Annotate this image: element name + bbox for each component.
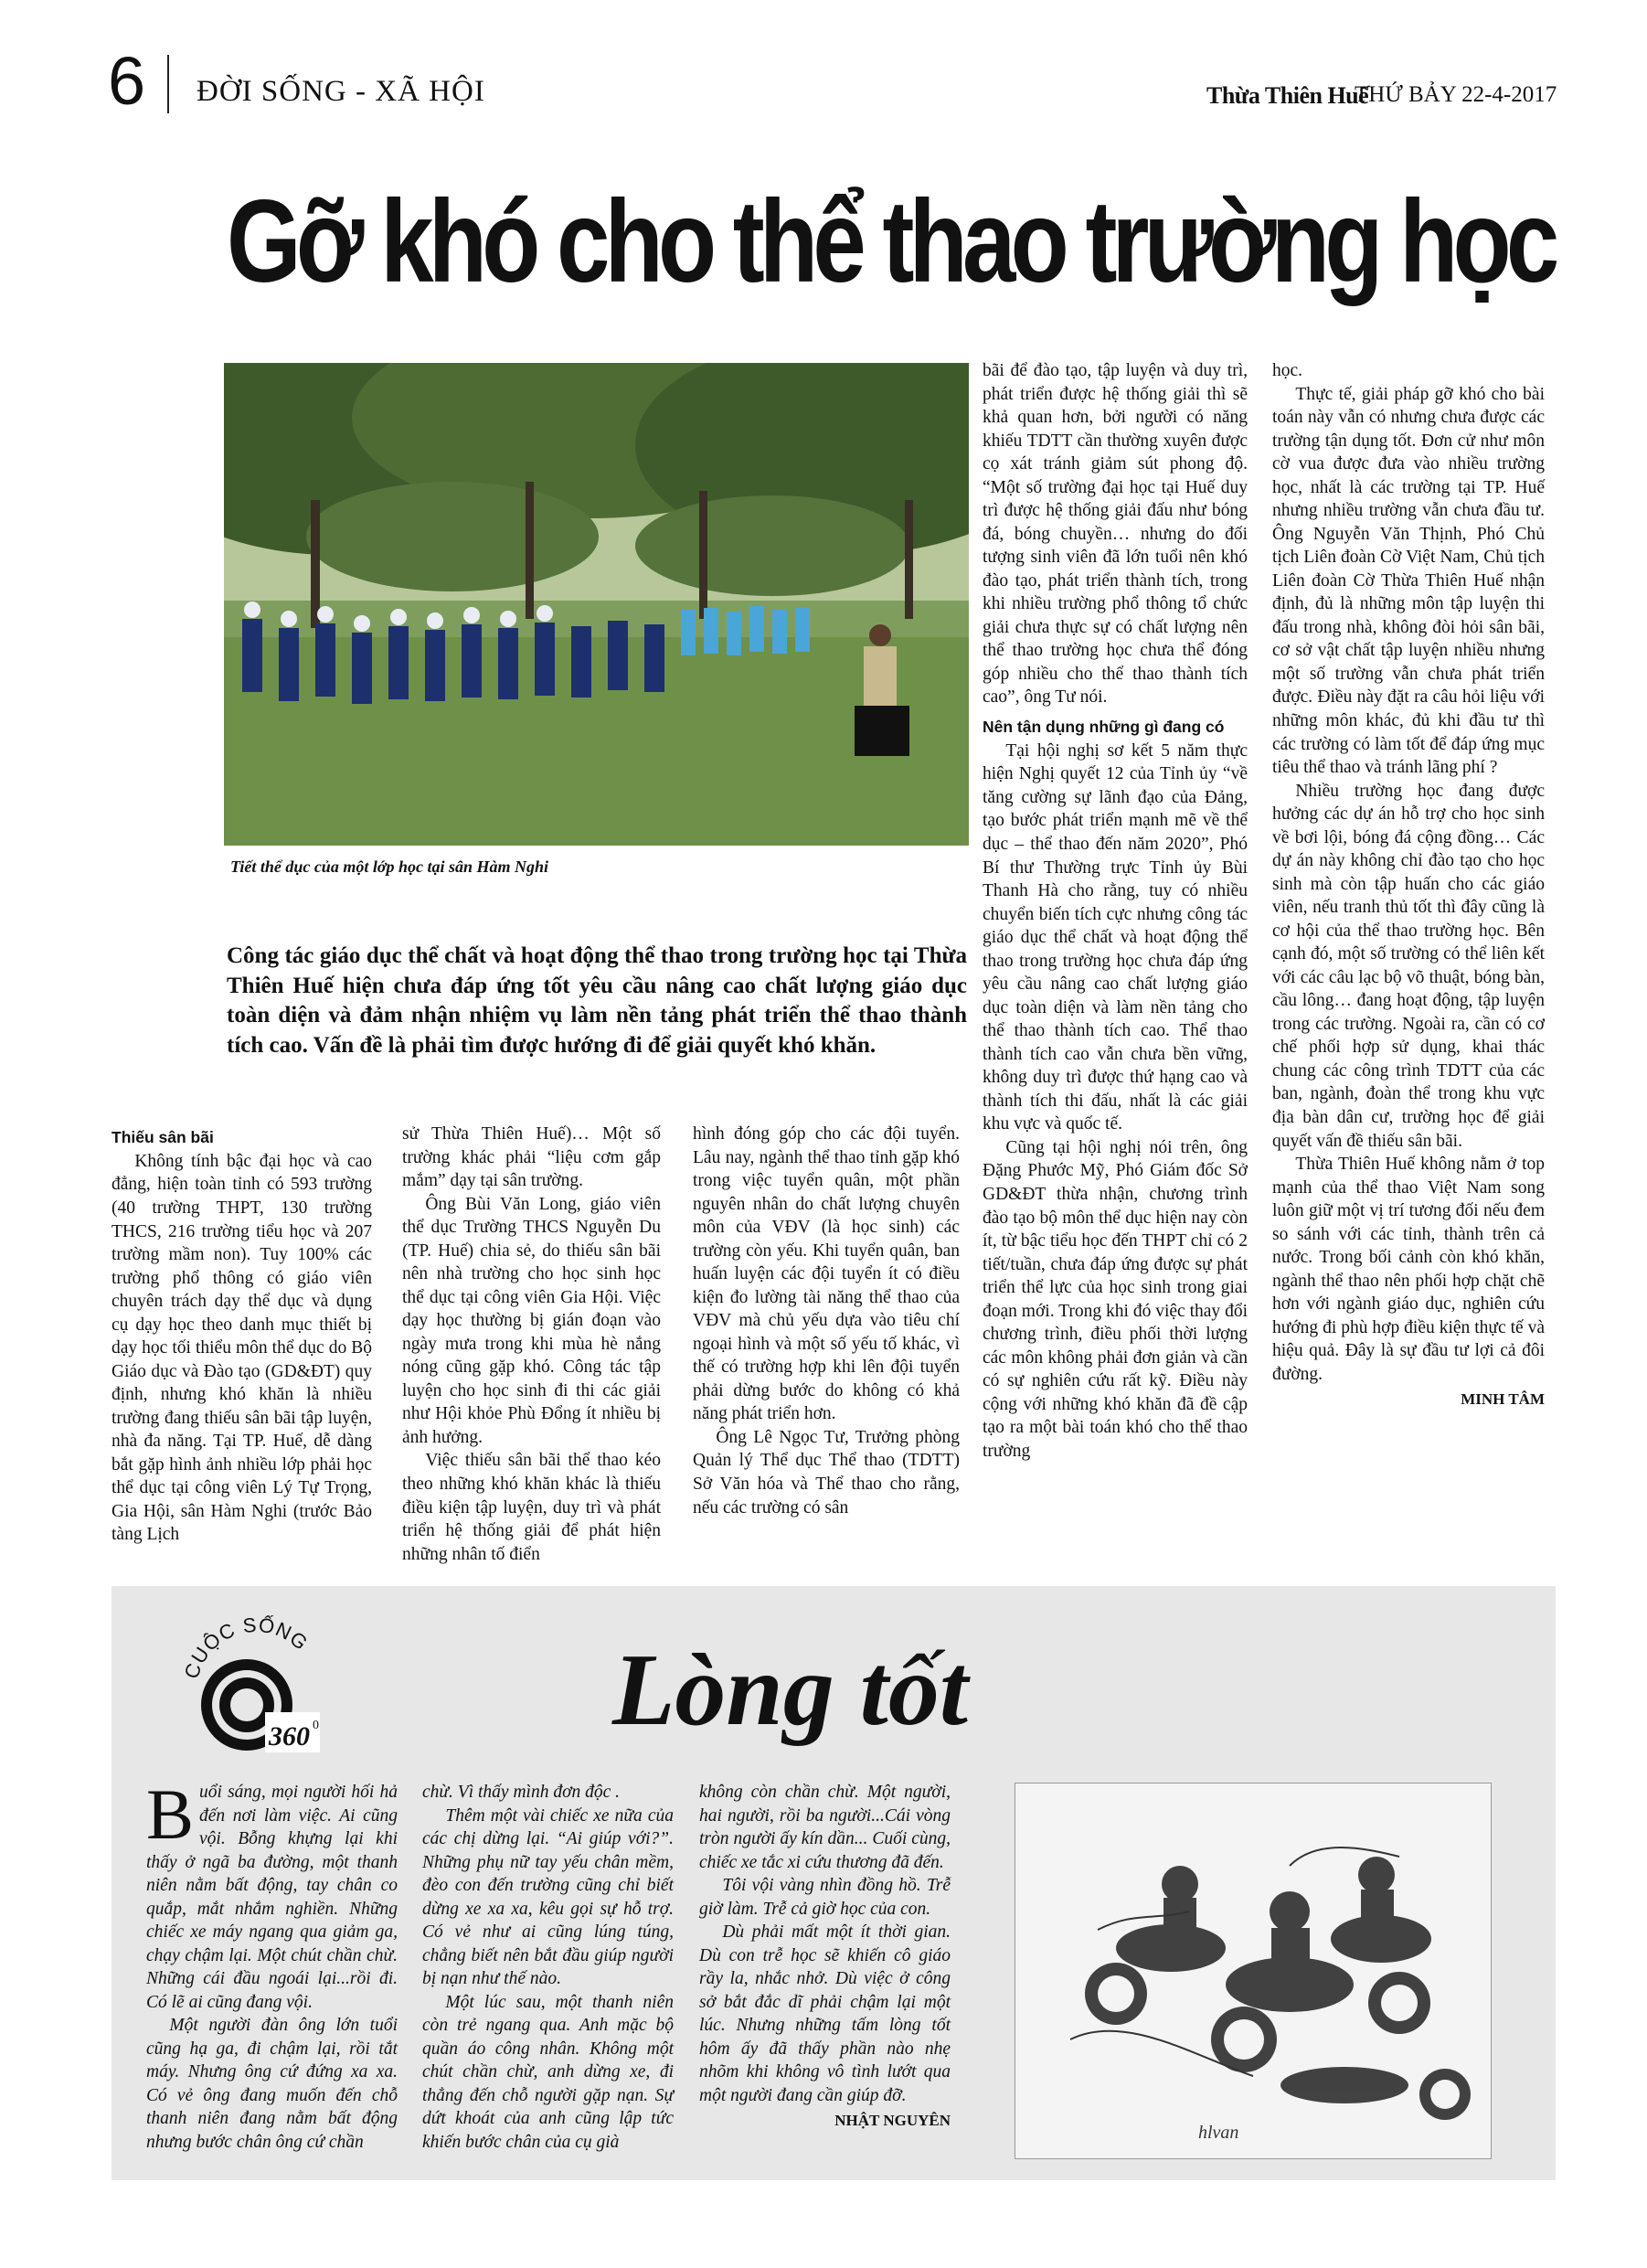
article-column-1 bbox=[112, 1127, 372, 1547]
cuoc-song-360-logo bbox=[174, 1604, 338, 1760]
paragraph: bãi để đào tạo, tập luyện và duy trì, phát triển được hệ thống giải thì sẽ khả quan hơn, bởi người có năng khiếu TDTT cần thường xuyên được cọ xát tránh giảm sút phong độ. “Một số trường đại học tại Huế duy trì được hệ thống giải đấu như bóng đá, bóng chuyền… nhưng do đối tượng sinh viên đã lớn tuổi nên khó đào tạo, phát triển thành tích, trong khi nhiều trường phổ thông tổ chức giải chưa thực sự có chất lượng nên thể thao trường học chưa thể đóng góp nhiều cho thể thao thành tích cao”, ông Tư nói. bbox=[983, 361, 1248, 708]
article-column-5 bbox=[1272, 359, 1545, 1411]
paragraph: không còn chần chừ. Một người, hai người, rồi ba người...Cái vòng tròn người ấy kín dần... Cuối cùng, chiếc xe tắc xi cứu thương đã đến. bbox=[699, 1783, 951, 1872]
paragraph: Ông Bùi Văn Long, giáo viên thể dục Trường THCS Nguyễn Du (TP. Huế) chia sẻ, do thiếu sân bãi nên nhà trường cho học sinh học thể dục tại công viên Gia Hội. Việc dạy học thường bị gián đoạn vào ngày mưa trong khi mùa hè nắng nóng cũng gặp khó. Công tác tập luyện cho học sinh đi thi các giải như Hội khỏe Phù Đổng ít nhiều bị ảnh hưởng. bbox=[402, 1194, 661, 1447]
feature-title: Lòng tốt bbox=[612, 1634, 968, 1747]
article-photo bbox=[224, 363, 969, 846]
lead-paragraph: Công tác giáo dục thể chất và hoạt động thể thao trong trường học tại Thừa Thiên Huế hiện chưa đáp ứng tốt yêu cầu nâng cao chất lượng giáo dục toàn diện và đảm nhận nhiệm vụ làm nền tảng phát triển thể thao thành tích cao. Vấn đề là phải tìm được hướng đi để giải quyết khó khăn. bbox=[227, 943, 967, 1058]
author-signature: MINH TÂM bbox=[1461, 1390, 1545, 1409]
paragraph: Tại hội nghị sơ kết 5 năm thực hiện Nghị quyết 12 của Tỉnh ủy “về tăng cường sự lãnh đạo của Đảng, tạo bước phát triển mạnh mẽ về thể dục – thể thao đến năm 2020”, Phó Bí thư Thường trực Tỉnh ủy Bùi Thanh Hà cho rằng, tuy có nhiều chuyển biến tích cực nhưng công tác giáo dục thể chất và hoạt động thể thao trong trường học chưa đáp ứng yêu cầu nâng cao chất lượng giáo dục toàn diện và làm nền tảng cho thể thao thành tích cao. Thể thao thành tích cao vẫn chưa bền vững, không duy trì được thứ hạng cao và thành tích thi đấu, nhất là các giải khu vực và quốc tế. bbox=[983, 740, 1248, 1134]
paragraph: Cũng tại hội nghị nói trên, ông Đặng Phước Mỹ, Phó Giám đốc Sở GD&ĐT thừa nhận, chương trình đào tạo bộ môn thể dục hiện nay còn ít, từ bậc tiểu học đến THPT chỉ có 2 tiết/tuần, chưa đáp ứng được sự phát triển thể lực của học sinh trong giai đoạn mới. Trong khi đó việc thay đổi chương trình, điều phối thời lượng các môn không phải đơn giản và cần có sự nghiên cứu rất kỹ. Điều này cộng với những khó khăn đã đề cập tạo ra một bài toán khó cho thể thao trường bbox=[983, 1137, 1248, 1461]
paragraph: Dù phải mất một ít thời gian. Dù con trễ học sẽ khiến cô giáo rầy la, nhắc nhở. Dù việc ở công sở bắt đắc dĩ phải chậm lại một lúc. Nhưng những tấm lòng tốt hôm ấy đã thấy phần nào nhẹ nhõm khi không vô tình lướt qua một người đang cần giúp đỡ. bbox=[699, 1922, 951, 2105]
story-column-1 bbox=[146, 1774, 398, 2155]
paragraph: Thực tế, giải pháp gỡ khó cho bài toán này vẫn có nhưng chưa được các trường tận dụng tốt. Đơn cử như môn cờ vua được đưa vào nhiều trường học, nhất là các trường tại TP. Huế nhưng nhiều trường vẫn chưa đầu tư. Ông Nguyễn Văn Thịnh, Phó Chủ tịch Liên đoàn Cờ Việt Nam, Chủ tịch Liên đoàn Cờ Thừa Thiên Huế nhận định, đủ là những môn tập luyện thi đấu trong nhà, không đòi hỏi sân bãi, cơ sở vật chất tập luyện nhiều nhưng một số trường vẫn chưa phát triển được. Điều này đặt ra câu hỏi liệu với những môn khác, đủ khi đầu tư thì các trường có làm tốt để đáp ứng mục tiêu thể thao và tránh lãng phí ? bbox=[1272, 384, 1545, 778]
paragraph: chừ. Vì thấy mình đơn độc . bbox=[422, 1783, 621, 1802]
paragraph: học. bbox=[1272, 361, 1303, 380]
park-scene-illustration bbox=[224, 363, 969, 846]
header-divider bbox=[167, 55, 169, 113]
paragraph: Thừa Thiên Huế không nằm ở top mạnh của thể thao Việt Nam song luôn giữ một vị trí tương đối nếu đem so sánh với các tỉnh, thành trên cả nước. Trong bối cảnh còn khó khăn, ngành thể thao nên phối hợp chặt chẽ hơn với ngành giáo dục, nghiên cứu hướng đi phù hợp điều kiện thực tế và hiệu quả. Đây là sự đầu tư lợi cả đôi đường. bbox=[1272, 1155, 1545, 1384]
paragraph: sử Thừa Thiên Huế)… Một số trường khác phải “liệu cơm gắp mắm” dạy tại sân trường. bbox=[402, 1124, 661, 1191]
page-number: 6 bbox=[108, 43, 146, 119]
paragraph: Một lúc sau, một thanh niên còn trẻ ngang qua. Anh mặc bộ quần áo công nhân. Không một chút chần chừ, anh dừng xe, đi thẳng đến chỗ người gặp nạn. Sự dứt khoát của anh cũng lập tức khiến bước chân của cụ già bbox=[422, 1992, 674, 2152]
drop-cap: B bbox=[146, 1774, 195, 1854]
story-column-2 bbox=[422, 1781, 674, 2155]
headline: Gỡ khó cho thể thao trường học bbox=[227, 176, 1555, 307]
paragraph-text: uổi sáng, mọi người hối hả đến nơi làm việc. Ai cũng vội. Bỗng khựng lại khi thấy ở ngã ba đường, một thanh niên nằm bất động, tay chân co quắp, mắt nhắm nghiền. Những chiếc xe máy ngang qua giảm ga, chạy chậm lại. Một chút chần chừ. Những cái đầu ngoái lại...rồi đi. Có lẽ ai cũng đang vội. bbox=[146, 1783, 398, 2012]
logo-degree: 0 bbox=[313, 1719, 319, 1732]
article-column-2 bbox=[402, 1123, 661, 1566]
paragraph: Tôi vội vàng nhìn đồng hồ. Trễ giờ làm. Trễ cả giờ học của con. bbox=[699, 1876, 951, 1919]
paragraph: Thêm một vài chiếc xe nữa của các chị dừng lại. “Ai giúp với?”. Những phụ nữ tay yếu chân mềm, đèo con đến trường cũng chỉ biết dừng xe xa xa, kêu gọi sự hỗ trợ. Có vẻ như ai cũng lúng túng, chẳng biết nên bắt đầu giúp người bị nạn như thế nào. bbox=[422, 1805, 674, 1989]
author-signature: NHẬT NGUYÊN bbox=[834, 2112, 951, 2130]
paragraph: hình đóng góp cho các đội tuyển. Lâu nay, ngành thể thao tỉnh gặp khó trong việc tuyển quân, một phần nguyên nhân do chất lượng chuyên môn của VĐV (là học sinh) các trường còn yếu. Khi tuyển quân, ban huấn luyện các đội tuyển ít có điều kiện đo lường tài năng thể thao của VĐV mà chủ yếu dựa vào tiêu chí ngoại hình và một số yếu tố khác, vì thế có trường hợp khi lên đội tuyển phải dừng bước do không có khả năng phát triển hơn. bbox=[693, 1124, 960, 1424]
logo-text: CUỘC SỐNG bbox=[179, 1613, 313, 1682]
paragraph: Không tính bậc đại học và cao đẳng, hiện toàn tỉnh có 593 trường (40 trường THPT, 130 trường THCS, 216 trường tiểu học và 207 trường mầm non). Tuy 100% các trường phổ thông có giáo viên chuyên trách dạy thể dục và dụng cụ dạy học theo danh mục thiết bị dạy học tối thiểu môn thể dục do Bộ Giáo dục và Đào tạo (GD&ĐT) quy định, nhưng khó khăn là nhiều trường đang thiếu sân bãi tập luyện, nhà đa năng. Tại TP. Huế, dễ dàng bắt gặp hình ảnh nhiều lớp phải học thể dục tại công viên Lý Tự Trọng, Gia Hội, sân Hàm Nghi (trước Bảo tàng Lịch bbox=[112, 1151, 372, 1545]
section-title: ĐỜI SỐNG - XÃ HỘI bbox=[197, 75, 485, 108]
paragraph: Ông Lê Ngọc Tư, Trưởng phòng Quản lý Thể dục Thể thao (TDTT) Sở Văn hóa và Thể thao cho rằng, nếu các trường có sân bbox=[693, 1427, 960, 1517]
subheading: Thiếu sân bãi bbox=[112, 1128, 214, 1146]
paragraph: Một người đàn ông lớn tuổi cũng hạ ga, đi chậm lại, rồi tắt máy. Nhưng ông cứ đứng xa xa. Có vẻ ông đang muốn đến chỗ thanh niên đang nằm bất động nhưng bước chân ông cứ chần bbox=[146, 2016, 398, 2152]
paragraph: Nhiều trường học đang được hưởng các dự án hỗ trợ cho học sinh về bơi lội, bóng đá cộng đồng… Các dự án này không chỉ đào tạo cho học sinh mà còn tập huấn cho các giáo viên, nếu tranh thủ tốt thì đây cũng là cơ hội của thể thao trường học. Bên cạnh đó, một số trường có thể liên kết với các câu lạc bộ võ thuật, bóng bàn, cầu lông… đang hoạt động, tập luyện trong các trường. Ngoài ra, cần có cơ chế phối hợp sử dụng, khai thác chung các công trình TDTT của các ban, ngành, đoàn thể trong khu vực địa bàn dân cư, trường học để giải quyết vấn đề thiếu sân bãi. bbox=[1272, 781, 1545, 1151]
paragraph bbox=[146, 1774, 398, 2014]
artist-signature: hlvan bbox=[1198, 2123, 1239, 2143]
article-column-4 bbox=[983, 359, 1248, 1463]
motorbike-sketch-illustration bbox=[1015, 1783, 1492, 2159]
story-column-3 bbox=[699, 1781, 951, 2132]
issue-date: THỨ BẢY 22-4-2017 bbox=[1355, 82, 1557, 107]
newspaper-name: Thừa Thiên Huế bbox=[1206, 82, 1369, 109]
logo-number: 360 bbox=[269, 1721, 310, 1752]
subheading: Nên tận dụng những gì đang có bbox=[983, 717, 1225, 736]
article-column-3 bbox=[693, 1123, 960, 1519]
paragraph: Việc thiếu sân bãi thể thao kéo theo những khó khăn khác là thiếu điều kiện tập luyện, duy trì và phát triển hệ thống giải để phát hiện những nhân tố điển bbox=[402, 1451, 661, 1564]
photo-caption: Tiết thể dục của một lớp học tại sân Hàm Nghi bbox=[230, 857, 549, 876]
